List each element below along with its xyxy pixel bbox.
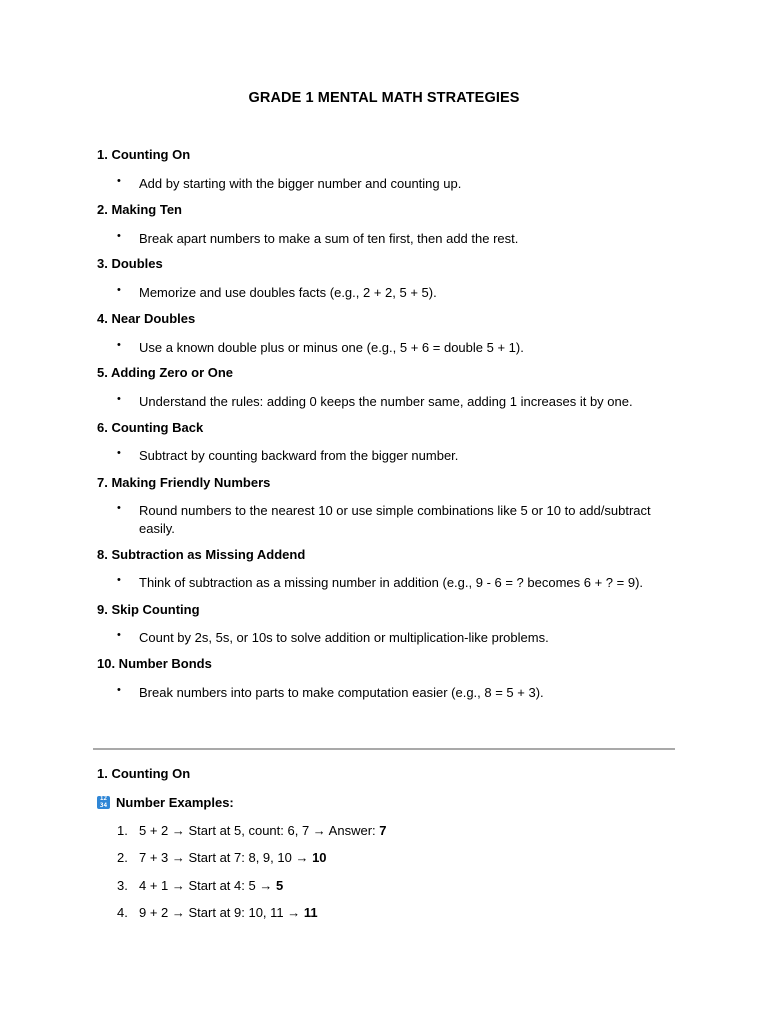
example-text (139, 850, 327, 865)
example-answer: 5 (275, 878, 284, 893)
page-title: GRADE 1 MENTAL MATH STRATEGIES (248, 90, 520, 106)
example-number: 1. (117, 823, 128, 838)
example-text (139, 905, 318, 920)
bullet-dot: • (117, 284, 121, 296)
bullet-dot: • (117, 447, 121, 459)
section-heading: 9. Skip Counting (97, 602, 200, 617)
example-answer: 11 (303, 905, 318, 920)
horizontal-divider (93, 748, 675, 750)
bullet-text: Break numbers into parts to make computation easier (e.g., 8 = 5 + 3). (139, 685, 544, 700)
example-answer: 7 (379, 823, 387, 838)
bullet-text: Think of subtraction as a missing number in addition (e.g., 9 - 6 = ? becomes 6 + ? = 9). (139, 575, 644, 590)
input-numbers-icon (97, 796, 110, 809)
example-number: 2. (117, 850, 128, 865)
section-heading: 7. Making Friendly Numbers (97, 475, 271, 490)
bullet-dot: • (117, 574, 121, 586)
icon-glyph-bottom: 34 (99, 801, 108, 809)
bullet-text: Memorize and use doubles facts (e.g., 2 + 2, 5 + 5). (139, 285, 437, 300)
bullet-dot: • (117, 393, 121, 405)
example-number: 3. (117, 878, 128, 893)
bullet-text: Use a known double plus or minus one (e.g., 5 + 6 = double 5 + 1). (139, 340, 524, 355)
example-expression: 5 + 2 → Start at 5, count: 6, 7 → Answer: (139, 823, 380, 838)
section-heading: 5. Adding Zero or One (97, 365, 234, 380)
example-answer: 10 (312, 850, 327, 865)
example-text (139, 823, 387, 838)
bullet-dot: • (117, 339, 121, 351)
icon-glyph-top: 12 (99, 795, 108, 802)
bullet-text: Count by 2s, 5s, or 10s to solve addition or multiplication-like problems. (139, 630, 549, 645)
section-heading: 2. Making Ten (97, 202, 182, 217)
example-expression: 7 + 3 → Start at 7: 8, 9, 10 → (139, 850, 313, 865)
section-heading: 6. Counting Back (97, 420, 204, 435)
example-text (139, 878, 283, 893)
examples-label: Number Examples: (116, 795, 234, 810)
example-expression: 9 + 2 → Start at 9: 10, 11 → (139, 905, 304, 920)
bullet-text: Subtract by counting backward from the bigger number. (139, 448, 459, 463)
section-heading: 1. Counting On (97, 147, 191, 162)
bullet-dot: • (117, 629, 121, 641)
bullet-dot: • (117, 684, 121, 696)
bullet-dot: • (117, 502, 121, 514)
section-heading: 4. Near Doubles (97, 311, 196, 326)
bullet-text: Understand the rules: adding 0 keeps the number same, adding 1 increases it by one. (139, 394, 633, 409)
section-heading: 10. Number Bonds (97, 656, 212, 671)
detail-heading: 1. Counting On (97, 766, 191, 781)
bullet-text: Round numbers to the nearest 10 or use simple combinations like 5 or 10 to add/subtract easily. (139, 503, 651, 536)
section-heading: 3. Doubles (97, 256, 163, 271)
bullet-text: Add by starting with the bigger number and counting up. (139, 176, 462, 191)
section-heading: 8. Subtraction as Missing Addend (97, 547, 306, 562)
example-number: 4. (117, 905, 128, 920)
bullet-text: Break apart numbers to make a sum of ten first, then add the rest. (139, 231, 519, 246)
example-expression: 4 + 1 → Start at 4: 5 → (139, 878, 276, 893)
bullet-dot: • (117, 230, 121, 242)
bullet-dot: • (117, 175, 121, 187)
